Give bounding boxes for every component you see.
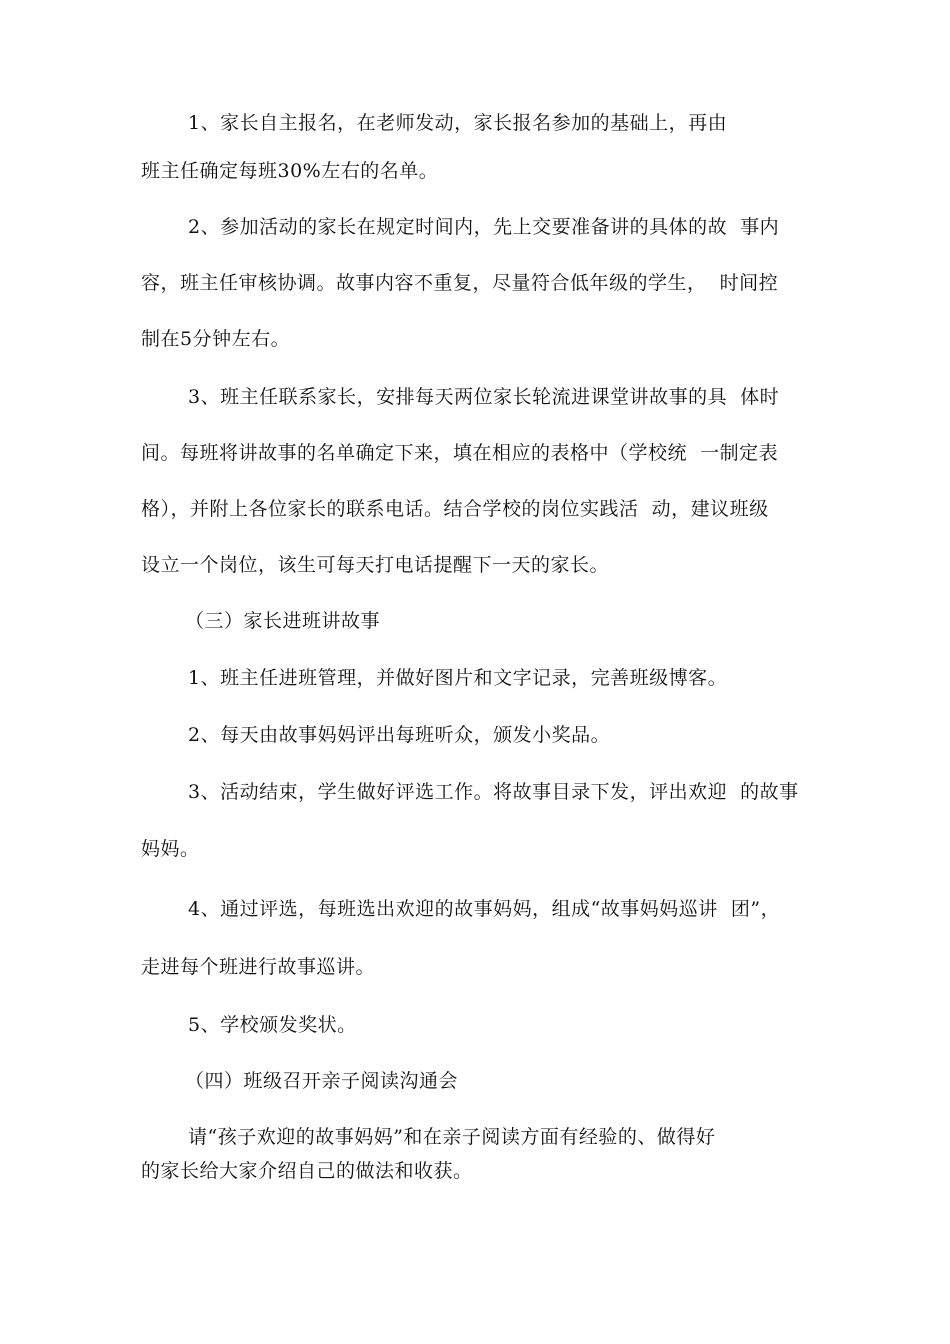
paragraph-line: 设立一个岗位，该生可每天打电话提醒下一天的家长。 — [141, 554, 610, 576]
section-heading: （四）班级召开亲子阅读沟通会 — [185, 1070, 459, 1092]
paragraph-line: 走进每个班进行故事巡讲。 — [141, 956, 376, 978]
paragraph-line: 容，班主任审核协调。故事内容不重复，尽量符合低年级的学生， 时间控 — [141, 272, 779, 294]
paragraph-line: 制在5分钟左右。 — [141, 328, 291, 350]
paragraph-line: 3、班主任联系家长，安排每天两位家长轮流进课堂讲故事的具 体时 — [188, 386, 780, 408]
paragraph-line: 3、活动结束，学生做好评选工作。将故事目录下发，评出欢迎 的故事 — [188, 781, 799, 803]
paragraph-line: 4、通过评选，每班选出欢迎的故事妈妈，组成“故事妈妈巡讲 团”， — [188, 898, 781, 920]
paragraph-line: 2、每天由故事妈妈评出每班听众，颁发小奖品。 — [188, 724, 611, 746]
paragraph-line: 2、参加活动的家长在规定时间内，先上交要准备讲的具体的故 事内 — [188, 216, 780, 238]
paragraph-line: 的家长给大家介绍自己的做法和收获。 — [141, 1160, 473, 1182]
section-heading: （三）家长进班讲故事 — [185, 610, 381, 632]
paragraph-line: 班主任确定每班30%左右的名单。 — [141, 160, 439, 182]
paragraph-line: 格），并附上各位家长的联系电话。结合学校的岗位实践活 动，建议班级 — [141, 498, 769, 520]
paragraph-line: 间。每班将讲故事的名单确定下来，填在相应的表格中（学校统 一制定表 — [141, 442, 779, 464]
paragraph-line: 5、学校颁发奖状。 — [188, 1014, 357, 1036]
paragraph-line: 1、家长自主报名，在老师发动，家长报名参加的基础上，再由 — [188, 112, 728, 134]
paragraph-line: 1、班主任进班管理，并做好图片和文字记录，完善班级博客。 — [188, 667, 728, 689]
paragraph-line: 妈妈。 — [141, 838, 200, 860]
paragraph-line: 请“孩子欢迎的故事妈妈”和在亲子阅读方面有经验的、做得好 — [188, 1126, 716, 1148]
